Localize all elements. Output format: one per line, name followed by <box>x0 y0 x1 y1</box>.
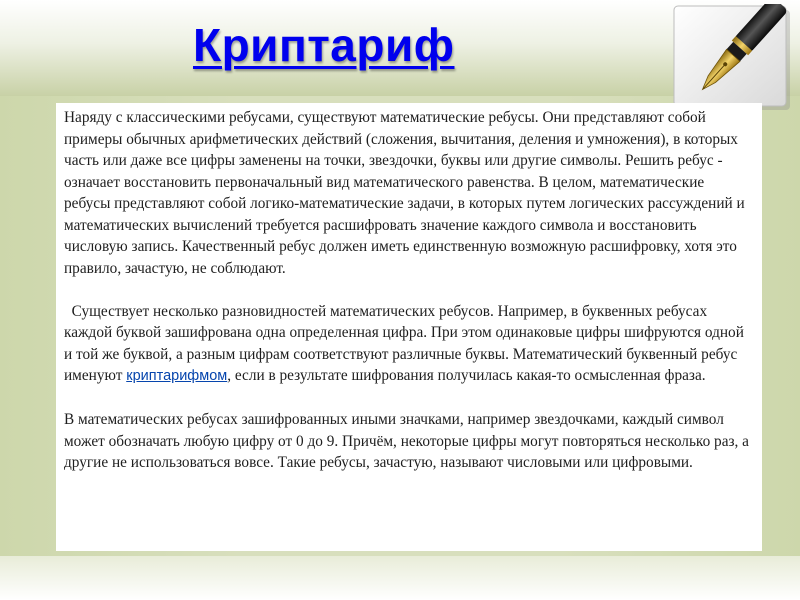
paragraph-numeric: В математических ребусах зашифрованных иными значками, например звездочками, каждый символ может обозначать любую цифру от 0 до 9. Причём, некоторые цифры могут повторяться несколько раз, а другие не использоваться вовсе. Такие ребусы, зачастую, называют числовыми или цифровыми. <box>64 411 749 471</box>
background-bottom <box>0 556 800 600</box>
cryptarithm-link[interactable]: криптарифмом <box>126 368 228 384</box>
fountain-pen-icon <box>672 4 796 116</box>
paragraph-intro: Наряду с классическими ребусами, существуют математические ребусы. Они представляют собой примеры обычных арифметических действий (сложения, вычитания, деления и умножения), в которых часть или даже все цифры заменены на точки, звездочки, буквы или другие символы. Решить ребус - означает восстановить первоначальный вид математического равенства. В целом, математические ребусы представляют собой логико-математические задачи, в которых путем логических рассуждений и математических вычислений требуется расшифровать значение каждого символа и восстановить числовую запись. Качественный ребус должен иметь единственную возможную расшифровку, хотя это правило, зачастую, не соблюдают. <box>64 109 745 277</box>
paragraph-types-text-end: , если в результате шифрования получилась какая-то осмысленная фраза. <box>227 367 706 384</box>
paragraph-gap <box>64 279 754 301</box>
paragraph-gap <box>64 388 754 410</box>
content-panel <box>56 103 762 551</box>
paragraph-types-text: Существует несколько разновидностей математических ребусов. Например, в буквенных ребусах каждой буквой зашифрована одна определенная цифра. При этом одинаковые цифры шифруются одной и той же буквой, а разным цифрам соответствуют различные буквы. Математический буквенный ребус именуют <box>64 302 744 384</box>
paragraph-types <box>64 301 754 388</box>
slide-title: Криптариф <box>193 19 455 71</box>
